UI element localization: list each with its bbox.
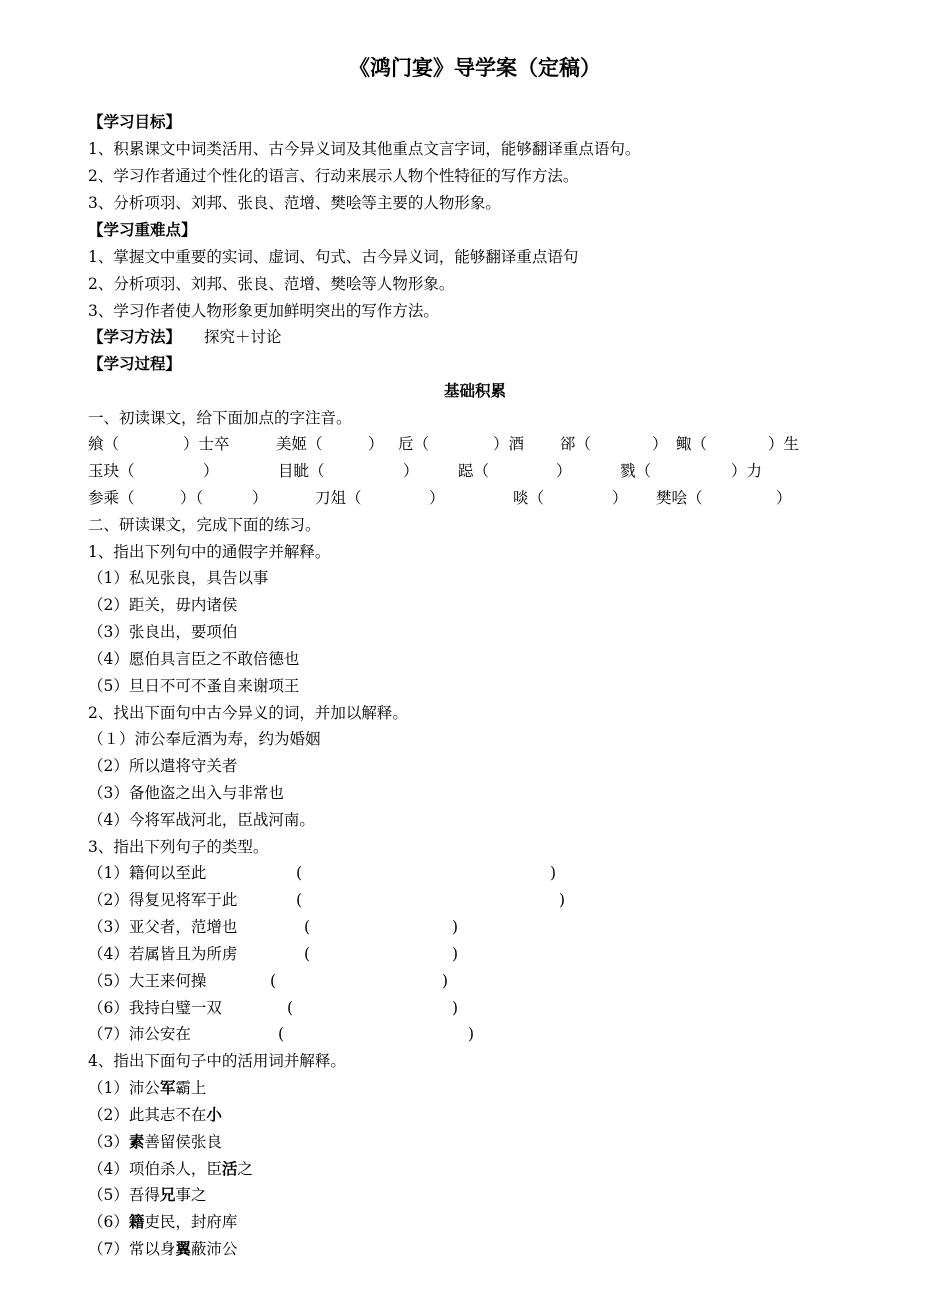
q1-item: （3）张良出，要项伯	[88, 623, 238, 641]
pinyin-cell: 玉玦（	[88, 462, 135, 480]
q3-sentence: （2）得复见将军于此	[88, 891, 238, 909]
part1-heading: 一、初读课文，给下面加点的字注音。	[88, 409, 352, 427]
q4-item	[88, 1211, 237, 1233]
method-line	[88, 326, 281, 348]
q3-sentence: （4）若属皆且为所虏	[88, 945, 238, 963]
q2-item: （１）沛公奉卮酒为寿，约为婚姻	[88, 730, 321, 748]
pinyin-cell: ）	[252, 489, 268, 507]
q3-answer-close: )	[559, 891, 566, 909]
pinyin-cell: ）酒	[493, 435, 525, 453]
q4-post: 善留侯张良	[144, 1133, 222, 1151]
q3-answer-close: )	[442, 972, 449, 990]
pinyin-cell: ）	[429, 489, 445, 507]
q4-pre: （5）吾得	[88, 1186, 160, 1204]
pinyin-cell: 鲰（	[676, 435, 708, 453]
key-point-item: 2、分析项羽、刘邦、张良、范增、樊哙等人物形象。	[88, 275, 455, 293]
q4-item	[88, 1184, 206, 1206]
q4-pre: （4）项伯杀人，臣	[88, 1160, 222, 1178]
q3-item	[0, 916, 950, 938]
q4-post: 之	[237, 1160, 253, 1178]
pinyin-cell: ）士卒	[183, 435, 230, 453]
pinyin-cell: ）	[556, 462, 572, 480]
key-point-item: 1、掌握文中重要的实词、虚词、句式、古今异义词，能够翻译重点语句	[88, 248, 579, 266]
q3-answer-open: (	[296, 891, 303, 909]
q4-heading: 4、指出下面句子中的活用词并解释。	[88, 1052, 346, 1070]
q4-item	[88, 1077, 206, 1099]
q3-sentence: （3）亚父者，范增也	[88, 918, 238, 936]
pinyin-row-1	[0, 433, 950, 455]
q3-answer-open: (	[296, 864, 303, 882]
q3-answer-open: (	[287, 999, 294, 1017]
q4-pre: （6）	[88, 1213, 129, 1231]
q4-pre: （3）	[88, 1133, 129, 1151]
q3-item	[0, 889, 950, 911]
q4-key-word: 籍	[128, 1213, 145, 1231]
q4-pre: （1）沛公	[88, 1079, 160, 1097]
objective-item: 3、分析项羽、刘邦、张良、范增、樊哙等主要的人物形象。	[88, 194, 501, 212]
q3-item	[0, 862, 950, 884]
q3-sentence: （1）籍何以至此	[88, 864, 207, 882]
q3-item	[0, 997, 950, 1019]
method-text: 探究＋讨论	[203, 328, 282, 346]
pinyin-cell: ）	[776, 489, 792, 507]
pinyin-cell: 樊哙（	[656, 489, 703, 507]
pinyin-cell: 啖（	[513, 489, 545, 507]
pinyin-cell: 飨（	[88, 435, 120, 453]
q3-answer-open: (	[270, 972, 277, 990]
q1-heading: 1、指出下列句中的通假字并解释。	[88, 543, 331, 561]
q4-key-word: 素	[128, 1133, 145, 1151]
pinyin-cell: ）	[612, 489, 628, 507]
q1-item: （5）旦日不可不蚤自来谢项王	[88, 677, 300, 695]
q3-sentence: （5）大王来何操	[88, 972, 207, 990]
q3-answer-open: (	[304, 918, 311, 936]
part2-heading: 二、研读课文，完成下面的练习。	[88, 516, 321, 534]
q3-answer-close: )	[468, 1025, 475, 1043]
pinyin-cell: ）	[403, 462, 419, 480]
pinyin-cell: 郤（	[560, 435, 592, 453]
pinyin-cell: ）	[652, 435, 668, 453]
q3-item	[0, 943, 950, 965]
q3-answer-open: (	[278, 1025, 285, 1043]
q2-heading: 2、找出下面句中古今异义的词，并加以解释。	[88, 704, 408, 722]
q3-sentence: （7）沛公安在	[88, 1025, 191, 1043]
q4-item	[88, 1104, 222, 1126]
process-heading: 【学习过程】	[88, 355, 182, 373]
q4-post: 事之	[175, 1186, 207, 1204]
key-points-heading: 【学习重难点】	[88, 221, 197, 239]
page-title: 《鸿门宴》导学案（定稿）	[349, 56, 601, 80]
q3-answer-close: )	[452, 945, 459, 963]
q4-post: 霸上	[175, 1079, 207, 1097]
pinyin-cell: 刀俎（	[315, 489, 362, 507]
method-heading: 【学习方法】	[88, 328, 182, 346]
q4-pre: （2）此其志不在	[88, 1106, 207, 1124]
q3-item	[0, 970, 950, 992]
key-point-item: 3、学习作者使人物形象更加鲜明突出的写作方法。	[88, 302, 439, 320]
q1-item: （2）距关，毋内诸侯	[88, 596, 238, 614]
q4-key-word: 小	[206, 1106, 222, 1124]
objectives-heading: 【学习目标】	[88, 113, 182, 131]
q4-pre: （7）常以身	[88, 1240, 176, 1258]
pinyin-cell: ）	[203, 462, 219, 480]
pinyin-cell: ）	[368, 435, 384, 453]
q4-post: 吏民，封府库	[144, 1213, 238, 1231]
basic-heading: 基础积累	[443, 382, 506, 400]
q4-item	[88, 1238, 237, 1260]
q2-item: （4）今将军战河北，臣战河南。	[88, 811, 315, 829]
q3-answer-close: )	[550, 864, 557, 882]
q1-item: （1）私见张良，具告以事	[88, 569, 269, 587]
pinyin-cell: ）生	[768, 435, 800, 453]
pinyin-cell: 目眦（	[278, 462, 325, 480]
pinyin-cell: 参乘（	[88, 489, 135, 507]
pinyin-cell: 卮（	[398, 435, 430, 453]
pinyin-cell: ）力	[731, 462, 763, 480]
q3-item	[0, 1023, 950, 1045]
q2-item: （2）所以遣将守关者	[88, 757, 238, 775]
q1-item: （4）愿伯具言臣之不敢倍德也	[88, 650, 300, 668]
pinyin-cell: 跽（	[458, 462, 490, 480]
q3-heading: 3、指出下列句子的类型。	[88, 838, 269, 856]
q4-key-word: 兄	[159, 1186, 176, 1204]
objective-item: 2、学习作者通过个性化的语言、行动来展示人物个性特征的写作方法。	[88, 167, 579, 185]
pinyin-row-3	[0, 487, 950, 509]
q3-answer-open: (	[304, 945, 311, 963]
q4-item	[88, 1131, 222, 1153]
pinyin-row-2	[0, 460, 950, 482]
q2-item: （3）备他盗之出入与非常也	[88, 784, 284, 802]
q4-key-word: 翼	[175, 1240, 191, 1258]
pinyin-cell: 美姬（	[276, 435, 323, 453]
q4-post: 蔽沛公	[190, 1240, 238, 1258]
q3-sentence: （6）我持白璧一双	[88, 999, 222, 1017]
pinyin-cell: 戮（	[620, 462, 652, 480]
q4-key-word: 军	[159, 1079, 176, 1097]
q4-item	[88, 1158, 253, 1180]
pinyin-cell: ）（	[180, 489, 204, 507]
objective-item: 1、积累课文中词类活用、古今异义词及其他重点文言字词，能够翻译重点语句。	[88, 140, 641, 158]
q3-answer-close: )	[452, 918, 459, 936]
q4-key-word: 活	[221, 1160, 238, 1178]
q3-answer-close: )	[452, 999, 459, 1017]
